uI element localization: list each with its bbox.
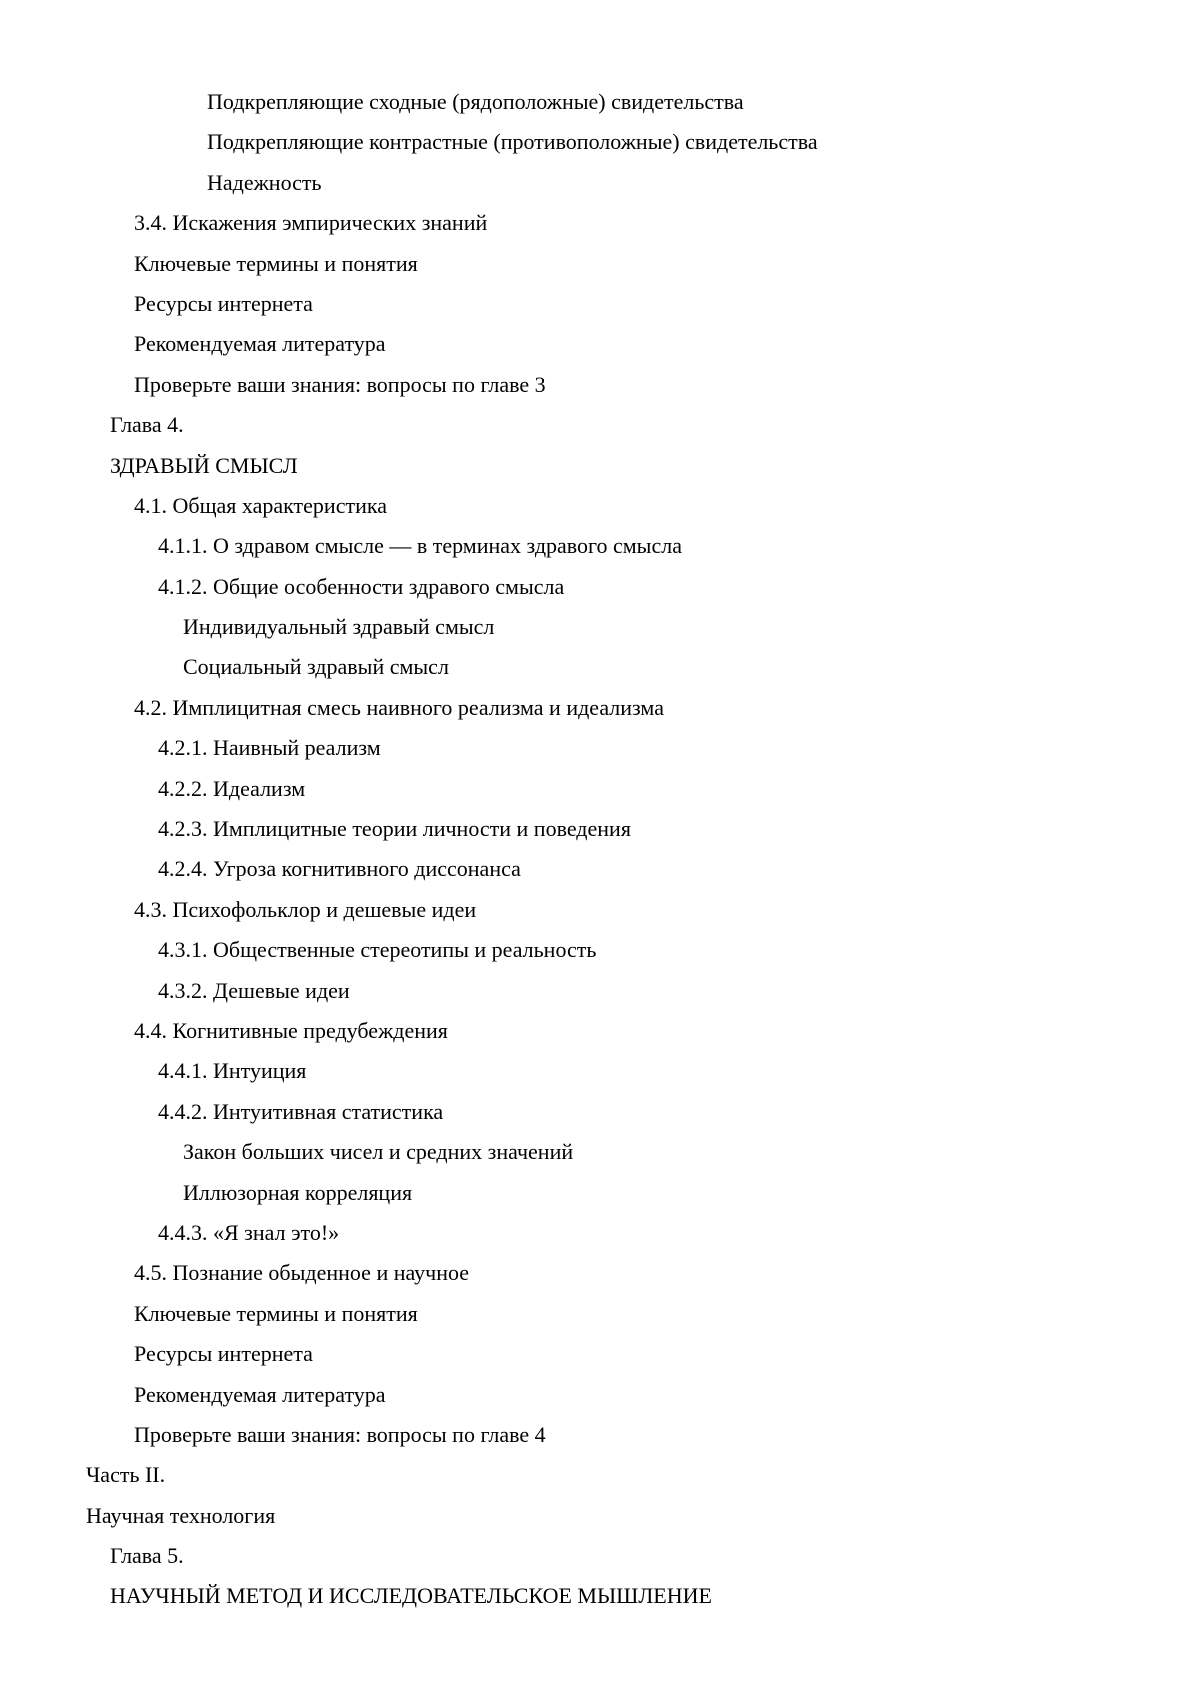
toc-entry: Часть II.: [86, 1462, 166, 1488]
toc-entry: 4.4.1. Интуиция: [158, 1058, 307, 1084]
toc-entry: 4.2. Имплицитная смесь наивного реализма и идеализма: [134, 694, 664, 720]
toc-entry: Иллюзорная корреляция: [183, 1179, 413, 1205]
toc-entry: Ресурсы интернета: [134, 1341, 313, 1367]
toc-entry: 4.3.2. Дешевые идеи: [158, 977, 350, 1003]
table-of-contents: [0, 82, 818, 1617]
toc-entry: 3.4. Искажения эмпирических знаний: [134, 210, 488, 236]
toc-entry: Закон больших чисел и средних значений: [183, 1139, 574, 1165]
toc-entry: Социальный здравый смысл: [183, 654, 449, 680]
toc-entry: НАУЧНЫЙ МЕТОД И ИССЛЕДОВАТЕЛЬСКОЕ МЫШЛЕНИЕ: [110, 1583, 712, 1609]
toc-entry: 4.1.2. Общие особенности здравого смысла: [158, 573, 565, 599]
toc-entry: Надежность: [207, 169, 322, 195]
toc-entry: 4.2.3. Имплицитные теории личности и поведения: [158, 816, 631, 842]
toc-entry: Ключевые термины и понятия: [134, 250, 418, 276]
toc-entry: Рекомендуемая литература: [134, 331, 386, 357]
toc-entry: Проверьте ваши знания: вопросы по главе 4: [134, 1421, 546, 1447]
toc-entry: 4.4.2. Интуитивная статистика: [158, 1098, 444, 1124]
toc-entry: 4.2.1. Наивный реализм: [158, 735, 381, 761]
toc-entry: Подкрепляющие контрастные (противоположные) свидетельства: [207, 129, 818, 155]
toc-entry: Глава 5.: [110, 1543, 184, 1569]
toc-entry: 4.2.4. Угроза когнитивного диссонанса: [158, 856, 521, 882]
toc-entry: Рекомендуемая литература: [134, 1381, 386, 1407]
toc-entry: 4.5. Познание обыденное и научное: [134, 1260, 470, 1286]
toc-entry: 4.4. Когнитивные предубеждения: [134, 1017, 448, 1043]
toc-entry: Ресурсы интернета: [134, 290, 313, 316]
toc-entry: Ключевые термины и понятия: [134, 1300, 418, 1326]
toc-entry: Научная технология: [86, 1502, 276, 1528]
toc-entry: ЗДРАВЫЙ СМЫСЛ: [110, 452, 298, 478]
toc-entry: 4.2.2. Идеализм: [158, 775, 306, 801]
toc-entry: 4.4.3. «Я знал это!»: [158, 1219, 340, 1245]
toc-entry: 4.3.1. Общественные стереотипы и реальность: [158, 937, 597, 963]
toc-entry: Проверьте ваши знания: вопросы по главе 3: [134, 371, 546, 397]
toc-entry: 4.1. Общая характеристика: [134, 492, 387, 518]
toc-entry: Индивидуальный здравый смысл: [183, 614, 495, 640]
toc-entry: Глава 4.: [110, 412, 184, 438]
toc-entry: 4.3. Психофольклор и дешевые идеи: [134, 896, 477, 922]
toc-entry: Подкрепляющие сходные (рядоположные) свидетельства: [207, 89, 744, 114]
toc-entry: 4.1.1. О здравом смысле — в терминах здравого смысла: [158, 533, 682, 559]
